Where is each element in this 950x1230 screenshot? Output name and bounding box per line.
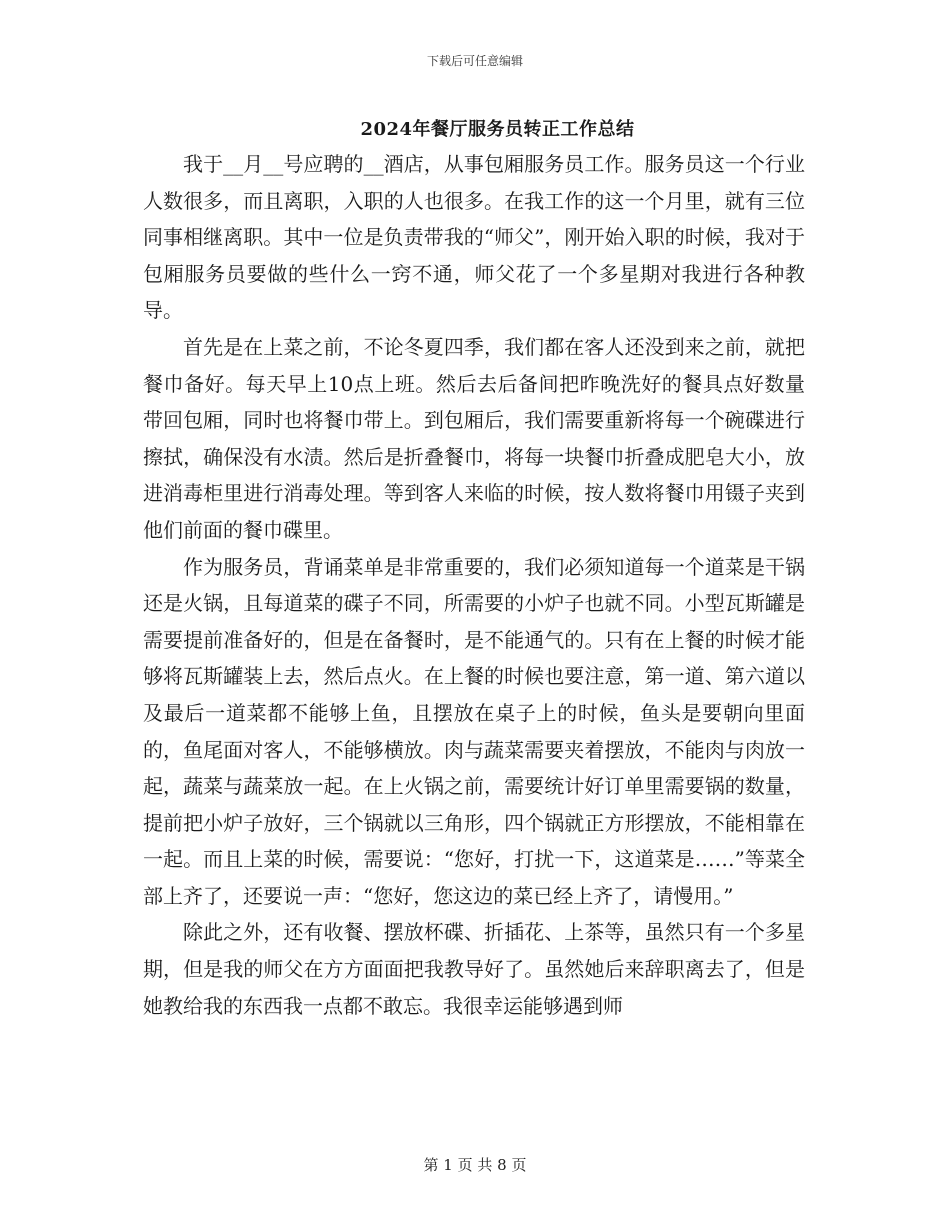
header-note: 下载后可任意编辑 bbox=[426, 54, 523, 68]
document-title: 2024年餐厅服务员转正工作总结 bbox=[360, 119, 635, 140]
page-number-footer: 第 1 页 共 8 页 bbox=[423, 1156, 527, 1174]
paragraph: 我于__月__号应聘的__酒店，从事包厢服务员工作。服务员这一个行业人数很多，而且离职，入职的人也很多。在我工作的这一个月里，就有三位同事相继离职。其中一位是负责带我的“师父”，刚开始入职的时候，我对于包厢服务员要做的些什么一窍不通，师父花了一个多星期对我进行各种教导。 bbox=[143, 152, 805, 323]
document-body bbox=[143, 146, 805, 1024]
paragraph: 首先是在上菜之前，不论冬夏四季，我们都在客人还没到来之前，就把餐巾备好。每天早上10点上班。然后去后备间把昨晚洗好的餐具点好数量带回包厢，同时也将餐巾带上。到包厢后，我们需要重新将每一个碗碟进行擦拭，确保没有水渍。然后是折叠餐巾，将每一块餐巾折叠成肥皂大小，放进消毒柜里进行消毒处理。等到客人来临的时候，按人数将餐巾用镊子夹到他们前面的餐巾碟里。 bbox=[143, 334, 805, 542]
paragraph: 除此之外，还有收餐、摆放杯碟、折插花、上茶等，虽然只有一个多星期，但是我的师父在方方面面把我教导好了。虽然她后来辞职离去了，但是她教给我的东西我一点都不敢忘。我很幸运能够遇到师 bbox=[143, 920, 805, 1018]
paragraph: 作为服务员，背诵菜单是非常重要的，我们必须知道每一个道菜是干锅还是火锅，且每道菜的碟子不同，所需要的小炉子也就不同。小型瓦斯罐是需要提前准备好的，但是在备餐时，是不能通气的。只有在上餐的时候才能够将瓦斯罐装上去，然后点火。在上餐的时候也要注意，第一道、第六道以及最后一道菜都不能够上鱼，且摆放在桌子上的时候，鱼头是要朝向里面的，鱼尾面对客人，不能够横放。肉与蔬菜需要夹着摆放，不能肉与肉放一起，蔬菜与蔬菜放一起。在上火锅之前，需要统计好订单里需要锅的数量，提前把小炉子放好，三个锅就以三角形，四个锅就正方形摆放，不能相靠在一起。而且上菜的时候，需要说：“您好，打扰一下，这道菜是……”等菜全部上齐了，还要说一声：“您好，您这边的菜已经上齐了，请慢用。” bbox=[143, 554, 805, 908]
